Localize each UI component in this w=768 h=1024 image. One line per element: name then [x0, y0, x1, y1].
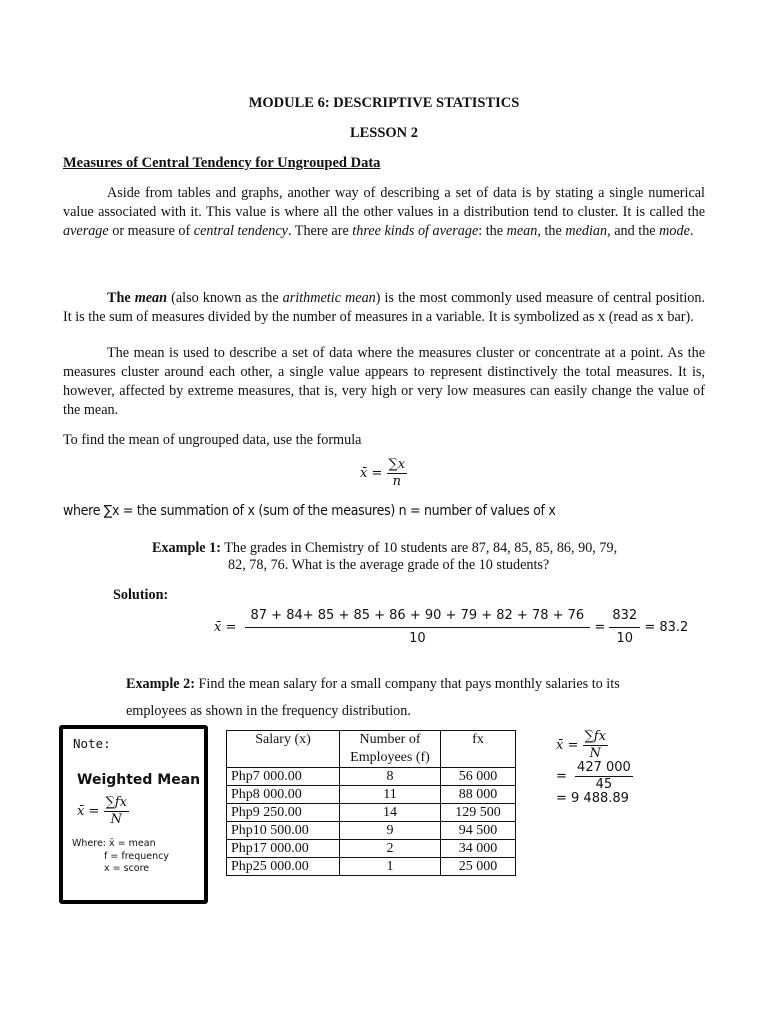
intro-paragraph: Aside from tables and graphs, another way of describing a set of data is by stating a single numerical value associated with it. This value is where all the other values in a distribution tend to cluster. It is called the average or measure of central tendency. There are three kinds of average: the mean, the median, and the mode. [63, 185, 705, 239]
example-1: Example 1: The grades in Chemistry of 10 students are 87, 84, 85, 85, 86, 90, 79, 82, 78, 76. What is the average grade of the 10 students? [152, 540, 618, 573]
note-legend: Where: x̄ = mean f = frequency x = score [72, 838, 169, 874]
mean-definition-paragraph: The mean (also known as the arithmetic mean) is the most commonly used measure of central position. It is the sum of measures divided by the number of measures in a variable. It is symbolized as x (read as x bar). [63, 290, 706, 325]
cell-fx: 25 000 [441, 858, 516, 876]
cell-fx: 94 500 [441, 822, 516, 840]
example-2-solution: x̄ = $\frac{\sum fx}{N}$ = $\frac{427 000}{45}$ = 9 488.89 [556, 729, 631, 806]
example-1-solution: x̄ = $\frac{87 + 84+ 85 + 85 + 86 + 90 + 79 + 82 + 78 + 76}{10}$ = $\frac{832}{10}$ = 83.2 [214, 608, 689, 646]
cell-fx: 34 000 [441, 840, 516, 858]
note-label: Note: [73, 736, 111, 751]
cell-frequency: 11 [340, 786, 441, 804]
topic-heading: Measures of Central Tendency for Ungrouped Data [63, 155, 381, 171]
cell-salary: Php25 000.00 [227, 858, 340, 876]
formula-intro: To find the mean of ungrouped data, use the formula [63, 432, 362, 448]
weighted-mean-note [59, 725, 208, 904]
cell-fx: 129 500 [441, 804, 516, 822]
table-header-row [227, 731, 516, 768]
table-row [227, 768, 516, 786]
cell-frequency: 14 [340, 804, 441, 822]
lesson-title: LESSON 2 [349, 125, 419, 141]
mean-usage-paragraph: The mean is used to describe a set of data where the measures cluster or concentrate at a point. As the measures cluster around each other, a single value appears to represent distinctively the total measures. It is, however, affected by extreme measures, that is, very high or very low measures can easily change the value of the mean. [63, 345, 705, 418]
table-row [227, 804, 516, 822]
cell-fx: 88 000 [441, 786, 516, 804]
mean-formula: x̄ = $\frac{\sum x}{n}$ [360, 457, 406, 489]
example-2: Example 2: Find the mean salary for a small company that pays monthly salaries to its employees as shown in the frequency distribution. [126, 676, 620, 719]
header-employees: Number of Employees (f) [340, 731, 441, 768]
cell-frequency: 8 [340, 768, 441, 786]
cell-salary: Php8 000.00 [227, 786, 340, 804]
table-row [227, 840, 516, 858]
table-row [227, 822, 516, 840]
formula-where: where ∑x = the summation of x (sum of the measures) n = number of values of x [63, 503, 556, 519]
cell-salary: Php10 500.00 [227, 822, 340, 840]
cell-salary: Php7 000.00 [227, 768, 340, 786]
salary-frequency-table [226, 730, 516, 876]
cell-salary: Php9 250.00 [227, 804, 340, 822]
header-salary: Salary (x) [227, 731, 340, 768]
table-row [227, 858, 516, 876]
table-row [227, 786, 516, 804]
solution-label: Solution: [113, 587, 169, 603]
cell-frequency: 9 [340, 822, 441, 840]
cell-frequency: 2 [340, 840, 441, 858]
cell-salary: Php17 000.00 [227, 840, 340, 858]
header-fx: fx [441, 731, 516, 768]
weighted-mean-formula: x̄ = $\frac{\sum fx}{N}$ [77, 795, 127, 827]
cell-frequency: 1 [340, 858, 441, 876]
cell-fx: 56 000 [441, 768, 516, 786]
module-title: MODULE 6: DESCRIPTIVE STATISTICS [248, 95, 520, 111]
note-title: Weighted Mean [77, 772, 201, 788]
